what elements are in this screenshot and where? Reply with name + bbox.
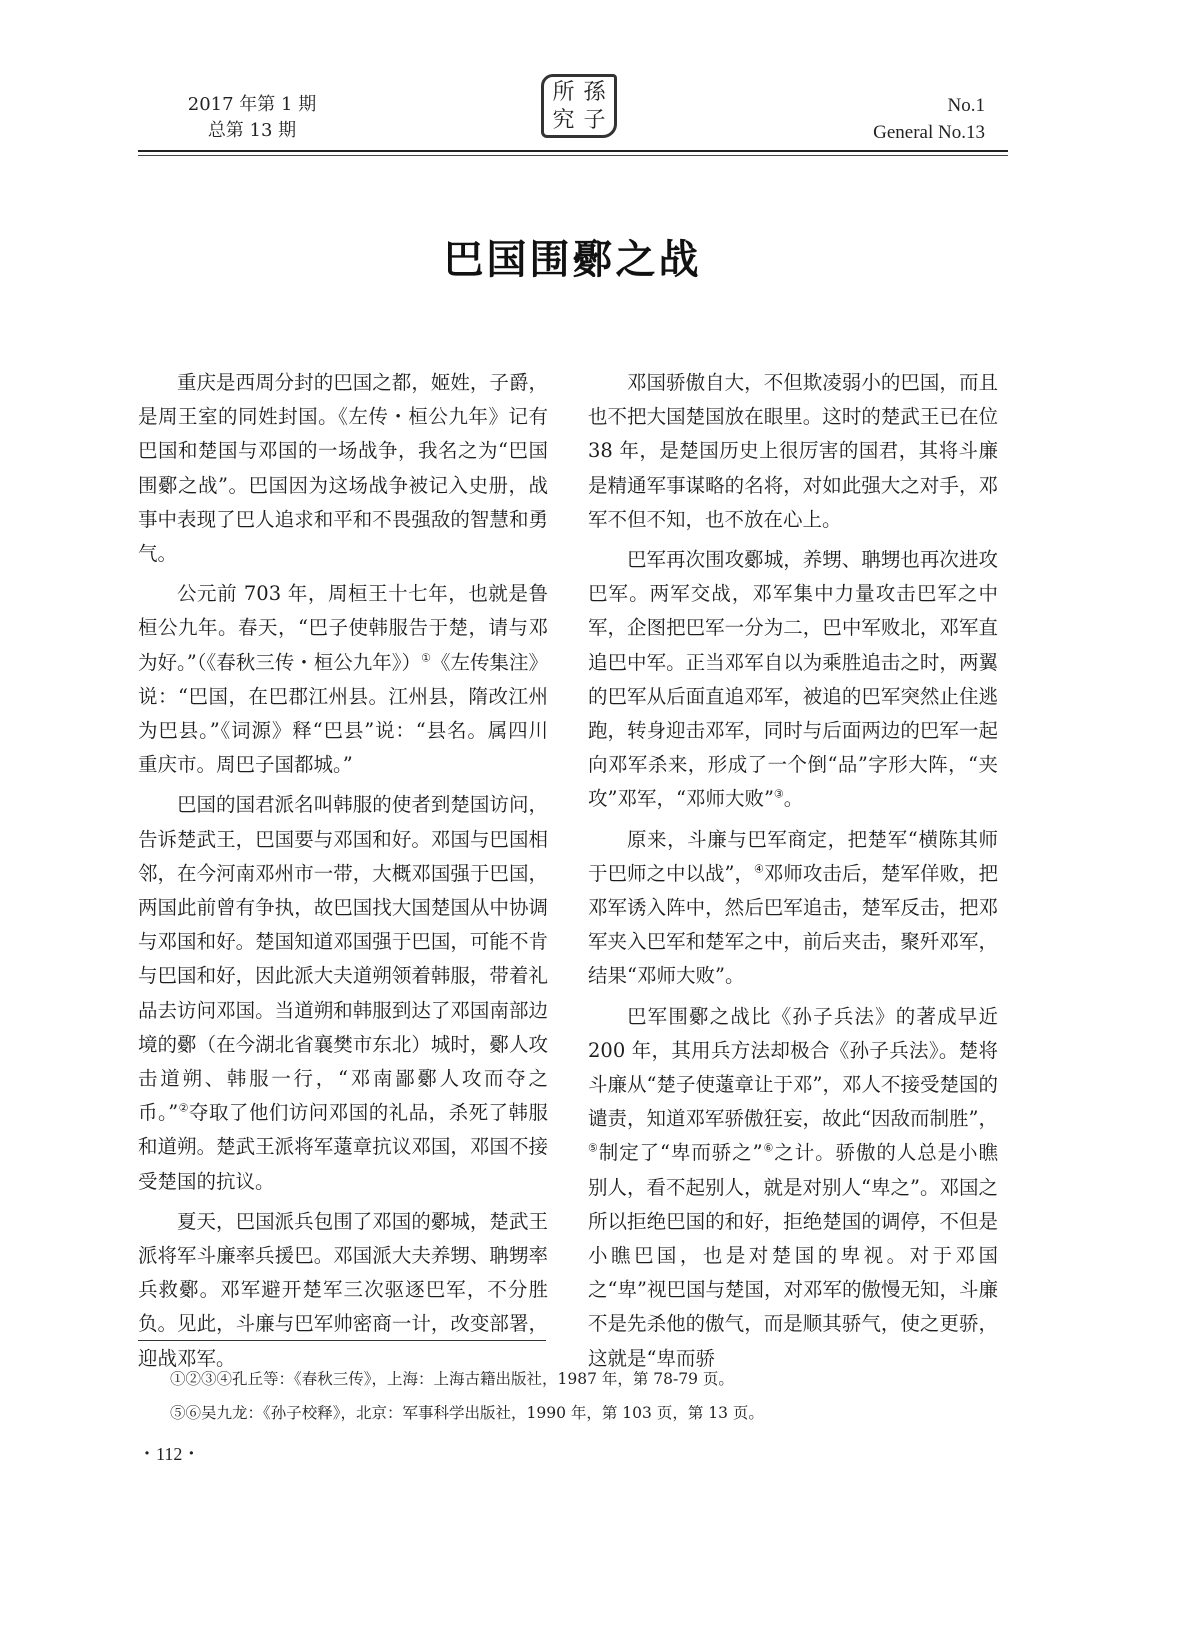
general-no: General No.13: [873, 122, 985, 143]
paragraph-text: 重庆是西周分封的巴国之都，姬姓，子爵，是周王室的同姓封国。《左传・桓公九年》记有巴国和楚国与邓国的一场战争，我名之为“巴国围鄾之战”。巴国因为这场战争被记入史册，战事中表现了巴人追求和平和不畏强敌的智慧和勇气。: [138, 371, 548, 566]
paragraph-text: 《左传集注》说：“巴国，在巴郡江州县。江州县，隋改江州为巴县。”《词源》释“巴县”说：“县名。属四川重庆市。周巴子国都城。”: [138, 650, 548, 777]
paragraph: [138, 577, 548, 782]
issue-number-english: [785, 92, 985, 146]
issue-no: No.1: [947, 95, 985, 116]
paragraph-text: 原来，斗廉与巴军商定，把楚军“横陈其师于巴师之中以战”，: [588, 827, 998, 885]
footnote-ref[interactable]: ⑥: [762, 1141, 775, 1155]
logo-char: 孫: [583, 80, 606, 105]
page-number: ・112・: [138, 1444, 201, 1464]
paragraph-text: 邓师攻击后，楚军佯败，把邓军诱入阵中，然后巴军追击，楚军反击，把邓军夹入巴军和楚军之中，前后夹击，聚歼邓军，结果“邓师大败”。: [588, 861, 998, 988]
logo-char: 究: [552, 108, 575, 133]
footnote: ①②③④孔丘等：《春秋三传》，上海：上海古籍出版社，1987 年，第 78-79 页。: [170, 1370, 734, 1388]
paragraph: [138, 1205, 548, 1376]
footnote-ref[interactable]: ④: [754, 862, 764, 876]
paragraph-text: 巴国的国君派名叫韩服的使者到楚国访问，告诉楚武王，巴国要与邓国和好。邓国与巴国相邻，在今河南邓州市一带，大概邓国强于巴国，两国此前曾有争执，故巴国找大国楚国从中协调与邓国和好。楚国知道邓国强于巴国，可能不肯与巴国和好，因此派大夫道朔领着韩服，带着礼品去访问邓国。当道朔和韩服到达了邓国南部边境的鄾（在今湖北省襄樊市东北）城时，鄾人攻击道朔、韩服一行，“邓南鄙鄾人攻而夺之币。”: [138, 793, 548, 1125]
paragraph-text: 邓国骄傲自大，不但欺凌弱小的巴国，而且也不把大国楚国放在眼里。这时的楚武王已在位 38 年，是楚国历史上很厉害的国君，其将斗廉是精通军事谋略的名将，对如此强大之对手，邓军不但不知，也不放在心上。: [588, 371, 998, 531]
paragraph-text: 之计。骄傲的人总是小瞧别人，看不起别人，就是对别人“卑之”。邓国之所以拒绝巴国的和好，拒绝楚国的调停，不但是小瞧巴国，也是对楚国的卑视。对于邓国之“卑”视巴国与楚国，对邓军的傲慢无知，斗廉不是先杀他的傲气，而是顺其骄气，使之更骄，这就是“卑而骄: [588, 1141, 998, 1370]
header-divider-thin: [138, 155, 1008, 156]
paragraph-text: 夏天，巴国派兵包围了邓国的鄾城，楚武王派将军斗廉率兵援巴。邓国派大夫养甥、聃甥率兵救鄾。邓军避开楚军三次驱逐巴军，不分胜负。见此，斗廉与巴军帅密商一计，改变部署，迎战邓军。: [138, 1209, 548, 1370]
footnote-ref[interactable]: ②: [178, 1101, 189, 1115]
paragraph-text: 制定了“卑而骄之”: [598, 1141, 763, 1165]
issue-info: [152, 92, 352, 144]
paragraph: [138, 366, 548, 571]
footnote: ⑤⑥吴九龙：《孙子校释》，北京：军事科学出版社，1990 年，第 103 页，第 13 页。: [170, 1404, 764, 1422]
paragraph: [588, 1000, 998, 1376]
paragraph: [588, 366, 998, 537]
journal-logo-seal: [541, 74, 617, 138]
issue-year-number: 2017 年第 1 期: [187, 94, 317, 115]
header-divider: [138, 150, 1008, 152]
journal-logo-chars: [548, 79, 610, 133]
footnote-ref[interactable]: ⑤: [588, 1141, 599, 1155]
footnotes: [170, 1362, 990, 1430]
footnote-divider: [138, 1340, 546, 1341]
paragraph-text: 。: [783, 787, 804, 811]
article-title: 巴国围鄾之战: [443, 237, 702, 283]
footnote-ref[interactable]: ①: [421, 651, 431, 665]
paragraph: [138, 788, 548, 1198]
footnote-ref[interactable]: ③: [773, 787, 784, 801]
body-column-right: [588, 366, 998, 1382]
paragraph-text: 巴军再次围攻鄾城，养甥、聃甥也再次进攻巴军。两军交战，邓军集中力量攻击巴军之中军，企图把巴军一分为二，巴中军败北，邓军直追巴中军。正当邓军自以为乘胜追击之时，两翼的巴军从后面直追邓军，被追的巴军突然止住逃跑，转身迎击邓军，同时与后面两边的巴军一起向邓军杀来，形成了一个倒“品”字形大阵，“夹攻”邓军，“邓师大败”: [588, 548, 998, 811]
issue-total-number: 总第 13 期: [207, 120, 297, 141]
paragraph: [588, 823, 998, 994]
body-column-left: [138, 366, 548, 1382]
paragraph-text: 巴军围鄾之战比《孙子兵法》的著成早近 200 年，其用兵方法却极合《孙子兵法》。楚将斗廉从“楚子使薳章让于邓”，邓人不接受楚国的谴责，知道邓军骄傲狂妄，故此“因敌而制胜”，: [588, 1004, 998, 1131]
logo-char: 所: [552, 80, 575, 105]
paragraph-text: 夺取了他们访问邓国的礼品，杀死了韩服和道朔。楚武王派将军薳章抗议邓国，邓国不接受楚国的抗议。: [138, 1101, 548, 1193]
paragraph: [588, 543, 998, 817]
logo-char: 子: [583, 108, 606, 133]
paragraph-text: 公元前 703 年，周桓王十七年，也就是鲁桓公九年。春天，“巴子使韩服告于楚，请与邓为好。”（《春秋三传・桓公九年》）: [138, 582, 548, 674]
